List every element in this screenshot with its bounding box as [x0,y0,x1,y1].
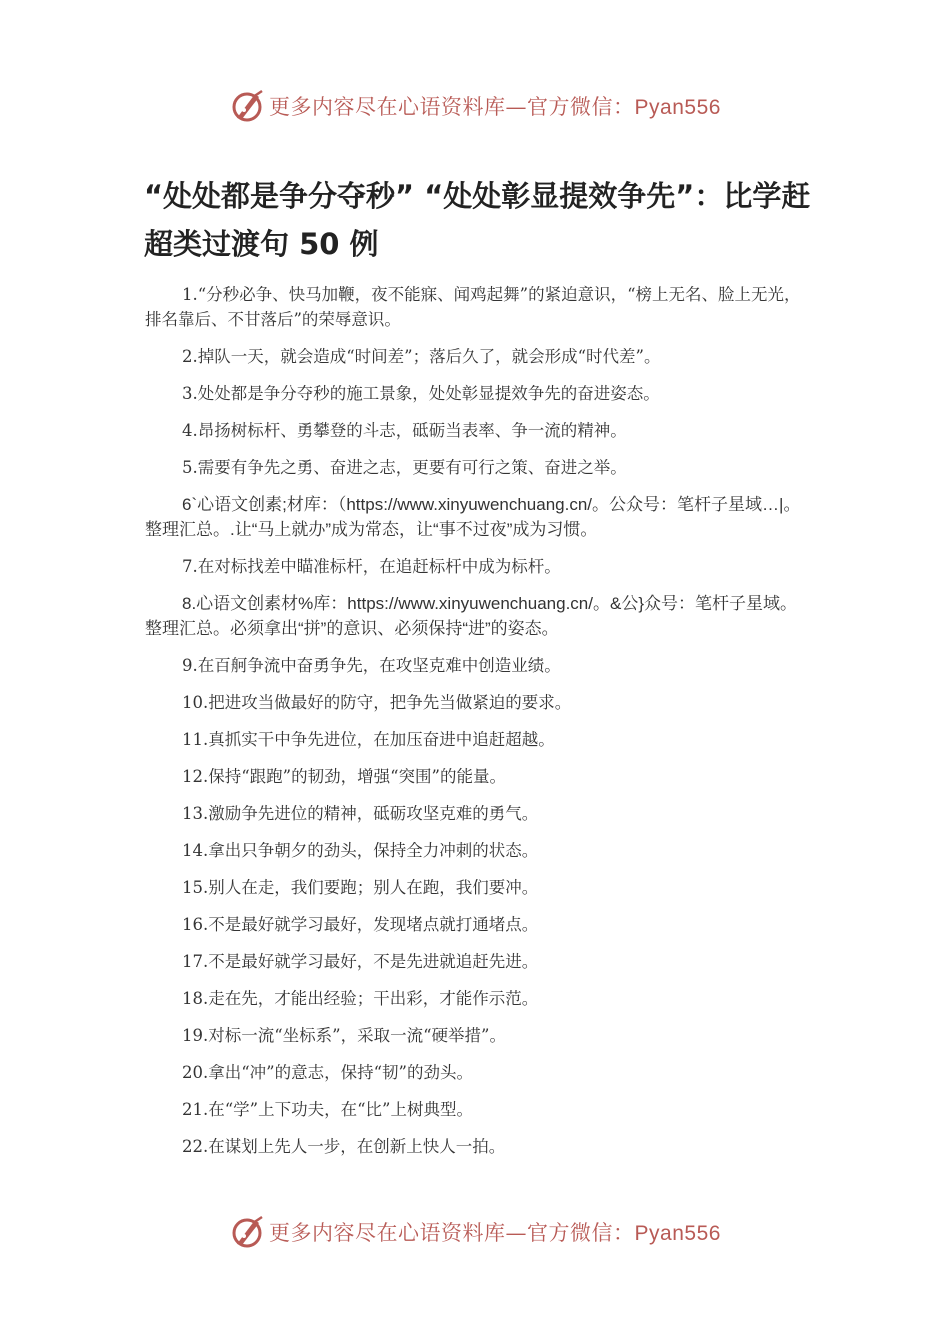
list-item: 9.在百舸争流中奋勇争先，在攻坚克难中创造业绩。 [182,656,561,675]
footer-banner [0,1210,950,1254]
footer-banner-text: 更多内容尽在心语资料库—官方微信：Pyan556 [269,1221,721,1245]
list-item: 3.处处都是争分夺秒的施工景象，处处彰显提效争先的奋进姿态。 [182,384,660,403]
list-item: 10.把进攻当做最好的防守，把争先当做紧迫的要求。 [182,693,572,712]
list-item: 12.保持“跟跑”的韧劲，增强“突围”的能量。 [182,767,506,786]
quill-seal-icon [229,1214,265,1250]
header-banner [0,84,950,128]
list-item: 1.“分秒必争、快马加鞭，夜不能寐、闻鸡起舞”的紧迫意识，“榜上无名、脸上无光，排名靠后、不甘落后”的荣辱意识。 [145,285,801,329]
list-item: 13.激励争先进位的精神，砥砺攻坚克难的勇气。 [182,804,539,823]
list-item: 8.心语文创素材%库：https://www.xinyuwenchuang.cn/。&公}众号：笔杆子星域。整理汇总。必须拿出“拼”的意识、必须保持“进”的姿态。 [145,594,797,638]
content-list [145,282,809,1159]
list-item: 7.在对标找差中瞄准标杆，在追赶标杆中成为标杆。 [182,557,561,576]
list-item: 4.昂扬树标杆、勇攀登的斗志，砥砺当表率、争一流的精神。 [182,421,627,440]
header-banner-text: 更多内容尽在心语资料库—官方微信：Pyan556 [269,95,721,119]
list-item: 19.对标一流“坐标系”，采取一流“硬举措”。 [182,1026,506,1045]
list-item: 11.真抓实干中争先进位，在加压奋进中追赶超越。 [182,730,555,749]
list-item: 6`心语文创素;材库：（https://www.xinyuwenchuang.cn/。公众号：笔杆子星域…|。整理汇总。.让“马上就办”成为常态，让“事不过夜”成为习惯。 [145,495,801,539]
list-item: 5.需要有争先之勇、奋进之志，更要有可行之策、奋进之举。 [182,458,627,477]
list-item: 18.走在先，才能出经验；干出彩，才能作示范。 [182,989,539,1008]
list-item: 21.在“学”上下功夫，在“比”上树典型。 [182,1100,473,1119]
list-item: 16.不是最好就学习最好，发现堵点就打通堵点。 [182,915,539,934]
list-item: 22.在谋划上先人一步，在创新上快人一拍。 [182,1137,506,1156]
list-item: 17.不是最好就学习最好，不是先进就追赶先进。 [182,952,539,971]
list-item: 14.拿出只争朝夕的劲头，保持全力冲刺的状态。 [182,841,539,860]
document-title: “处处都是争分夺秒” “处处彰显提效争先”：比学赶超类过渡句 50 例 [144,179,811,261]
list-item: 15.别人在走，我们要跑；别人在跑，我们要冲。 [182,878,539,897]
list-item: 20.拿出“冲”的意志，保持“韧”的劲头。 [182,1063,473,1082]
quill-seal-icon [229,88,265,124]
list-item: 2.掉队一天，就会造成“时间差”；落后久了，就会形成“时代差”。 [182,347,661,366]
